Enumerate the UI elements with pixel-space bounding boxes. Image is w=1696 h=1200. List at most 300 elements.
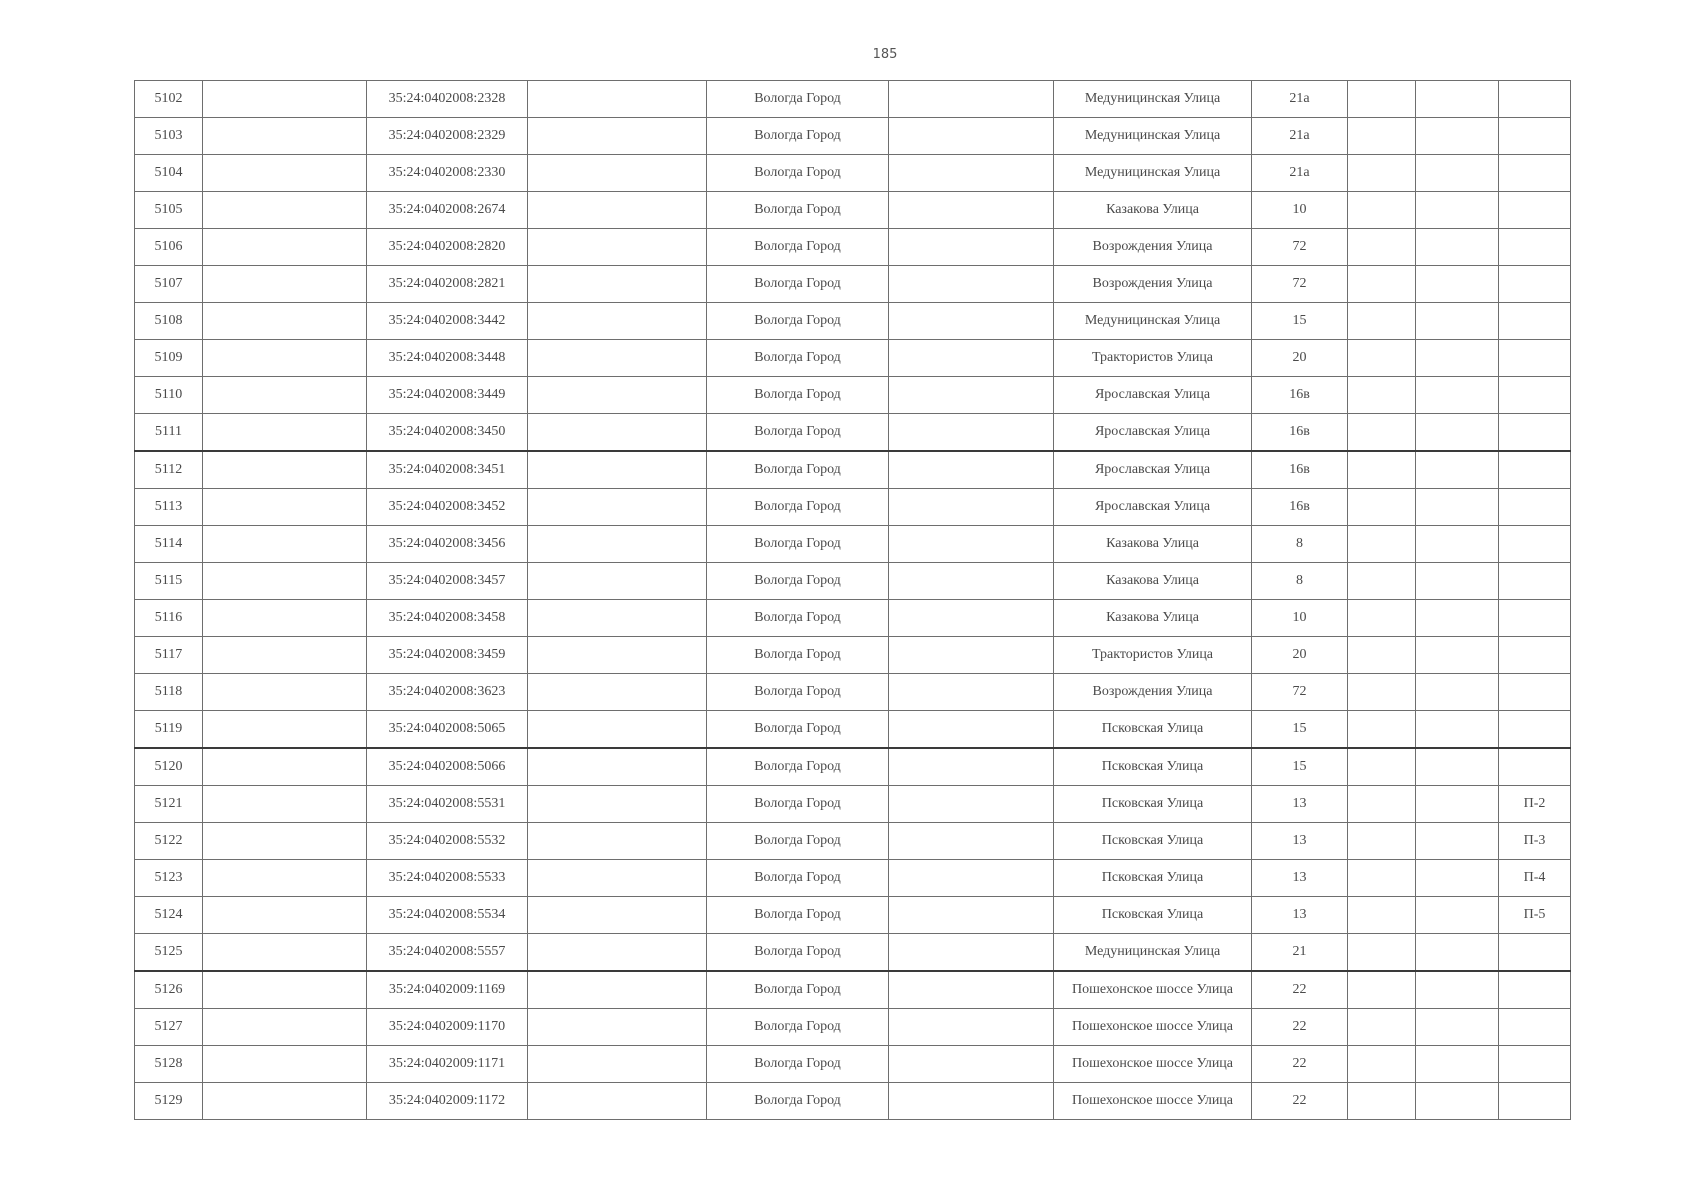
room-number-cell <box>1499 489 1571 526</box>
city-cell: Вологда Город <box>707 971 889 1009</box>
empty-cell <box>528 1083 707 1120</box>
empty-cell <box>889 786 1054 823</box>
house-number-cell: 22 <box>1252 1083 1348 1120</box>
empty-cell <box>889 489 1054 526</box>
empty-cell <box>1348 526 1416 563</box>
empty-cell <box>528 971 707 1009</box>
empty-cell <box>889 1083 1054 1120</box>
empty-cell <box>1348 451 1416 489</box>
table-row <box>135 674 1571 711</box>
cadastral-number-cell: 35:24:0402008:5532 <box>367 823 528 860</box>
empty-cell <box>1416 711 1499 749</box>
table-row <box>135 266 1571 303</box>
house-number-cell: 16в <box>1252 414 1348 452</box>
city-cell: Вологда Город <box>707 823 889 860</box>
city-cell: Вологда Город <box>707 860 889 897</box>
room-number-cell <box>1499 934 1571 972</box>
city-cell: Вологда Город <box>707 1046 889 1083</box>
empty-cell <box>889 711 1054 749</box>
house-number-cell: 20 <box>1252 340 1348 377</box>
table-row <box>135 563 1571 600</box>
empty-cell <box>889 600 1054 637</box>
house-number-cell: 15 <box>1252 711 1348 749</box>
empty-cell <box>889 823 1054 860</box>
city-cell: Вологда Город <box>707 192 889 229</box>
cadastral-number-cell: 35:24:0402008:5066 <box>367 748 528 786</box>
empty-cell <box>528 414 707 452</box>
street-cell: Возрождения Улица <box>1054 229 1252 266</box>
empty-cell <box>1348 155 1416 192</box>
room-number-cell <box>1499 229 1571 266</box>
empty-cell <box>1416 81 1499 118</box>
room-number-cell <box>1499 81 1571 118</box>
cadastral-number-cell: 35:24:0402009:1170 <box>367 1009 528 1046</box>
empty-cell <box>203 155 367 192</box>
empty-cell <box>203 229 367 266</box>
empty-cell <box>203 340 367 377</box>
empty-cell <box>203 823 367 860</box>
table-row <box>135 1009 1571 1046</box>
empty-cell <box>1348 340 1416 377</box>
empty-cell <box>203 377 367 414</box>
cadastral-number-cell: 35:24:0402008:5557 <box>367 934 528 972</box>
cadastral-number-cell: 35:24:0402008:3452 <box>367 489 528 526</box>
street-cell: Возрождения Улица <box>1054 674 1252 711</box>
empty-cell <box>1416 192 1499 229</box>
row-number-cell: 5107 <box>135 266 203 303</box>
city-cell: Вологда Город <box>707 897 889 934</box>
empty-cell <box>889 414 1054 452</box>
empty-cell <box>1348 748 1416 786</box>
house-number-cell: 21а <box>1252 118 1348 155</box>
empty-cell <box>528 489 707 526</box>
empty-cell <box>1416 600 1499 637</box>
house-number-cell: 8 <box>1252 563 1348 600</box>
empty-cell <box>889 637 1054 674</box>
table-row <box>135 748 1571 786</box>
table-row <box>135 118 1571 155</box>
cadastral-number-cell: 35:24:0402008:2674 <box>367 192 528 229</box>
empty-cell <box>1348 266 1416 303</box>
house-number-cell: 22 <box>1252 1046 1348 1083</box>
cadastral-number-cell: 35:24:0402008:5534 <box>367 897 528 934</box>
empty-cell <box>1416 340 1499 377</box>
cadastral-number-cell: 35:24:0402008:2330 <box>367 155 528 192</box>
cadastral-number-cell: 35:24:0402008:2329 <box>367 118 528 155</box>
row-number-cell: 5112 <box>135 451 203 489</box>
table-row <box>135 489 1571 526</box>
cadastral-number-cell: 35:24:0402008:2820 <box>367 229 528 266</box>
room-number-cell <box>1499 451 1571 489</box>
empty-cell <box>889 860 1054 897</box>
empty-cell <box>1416 1083 1499 1120</box>
row-number-cell: 5116 <box>135 600 203 637</box>
empty-cell <box>889 340 1054 377</box>
table-row <box>135 786 1571 823</box>
empty-cell <box>889 934 1054 972</box>
street-cell: Казакова Улица <box>1054 563 1252 600</box>
street-cell: Медуницинская Улица <box>1054 118 1252 155</box>
street-cell: Медуницинская Улица <box>1054 155 1252 192</box>
street-cell: Трактористов Улица <box>1054 637 1252 674</box>
city-cell: Вологда Город <box>707 711 889 749</box>
empty-cell <box>528 897 707 934</box>
empty-cell <box>528 377 707 414</box>
city-cell: Вологда Город <box>707 229 889 266</box>
empty-cell <box>1416 934 1499 972</box>
empty-cell <box>1348 1009 1416 1046</box>
house-number-cell: 13 <box>1252 860 1348 897</box>
street-cell: Медуницинская Улица <box>1054 934 1252 972</box>
table-row <box>135 934 1571 972</box>
empty-cell <box>1416 303 1499 340</box>
empty-cell <box>1348 81 1416 118</box>
empty-cell <box>528 934 707 972</box>
empty-cell <box>1416 563 1499 600</box>
empty-cell <box>203 600 367 637</box>
registry-body <box>135 81 1571 1120</box>
table-row <box>135 192 1571 229</box>
empty-cell <box>528 451 707 489</box>
empty-cell <box>528 711 707 749</box>
street-cell: Ярославская Улица <box>1054 489 1252 526</box>
empty-cell <box>1348 786 1416 823</box>
empty-cell <box>528 526 707 563</box>
empty-cell <box>1348 971 1416 1009</box>
empty-cell <box>1348 229 1416 266</box>
row-number-cell: 5114 <box>135 526 203 563</box>
room-number-cell <box>1499 563 1571 600</box>
room-number-cell <box>1499 748 1571 786</box>
house-number-cell: 72 <box>1252 266 1348 303</box>
empty-cell <box>1416 155 1499 192</box>
cadastral-number-cell: 35:24:0402008:3449 <box>367 377 528 414</box>
table-row <box>135 711 1571 749</box>
empty-cell <box>1416 451 1499 489</box>
cadastral-number-cell: 35:24:0402008:3442 <box>367 303 528 340</box>
street-cell: Пошехонское шоссе Улица <box>1054 1083 1252 1120</box>
cadastral-number-cell: 35:24:0402009:1169 <box>367 971 528 1009</box>
cadastral-number-cell: 35:24:0402008:2821 <box>367 266 528 303</box>
cadastral-number-cell: 35:24:0402008:3459 <box>367 637 528 674</box>
house-number-cell: 15 <box>1252 748 1348 786</box>
empty-cell <box>1348 600 1416 637</box>
empty-cell <box>889 971 1054 1009</box>
house-number-cell: 13 <box>1252 823 1348 860</box>
empty-cell <box>889 1046 1054 1083</box>
empty-cell <box>203 266 367 303</box>
city-cell: Вологда Город <box>707 1083 889 1120</box>
row-number-cell: 5105 <box>135 192 203 229</box>
room-number-cell <box>1499 1046 1571 1083</box>
house-number-cell: 16в <box>1252 489 1348 526</box>
empty-cell <box>1416 377 1499 414</box>
room-number-cell <box>1499 674 1571 711</box>
empty-cell <box>203 1083 367 1120</box>
cadastral-number-cell: 35:24:0402008:3623 <box>367 674 528 711</box>
empty-cell <box>1348 637 1416 674</box>
row-number-cell: 5126 <box>135 971 203 1009</box>
empty-cell <box>528 748 707 786</box>
empty-cell <box>889 155 1054 192</box>
table-row <box>135 897 1571 934</box>
empty-cell <box>1348 192 1416 229</box>
empty-cell <box>203 748 367 786</box>
empty-cell <box>1416 1046 1499 1083</box>
empty-cell <box>1348 1046 1416 1083</box>
house-number-cell: 15 <box>1252 303 1348 340</box>
empty-cell <box>203 81 367 118</box>
empty-cell <box>528 266 707 303</box>
room-number-cell <box>1499 155 1571 192</box>
row-number-cell: 5113 <box>135 489 203 526</box>
city-cell: Вологда Город <box>707 377 889 414</box>
empty-cell <box>889 897 1054 934</box>
row-number-cell: 5128 <box>135 1046 203 1083</box>
street-cell: Казакова Улица <box>1054 600 1252 637</box>
empty-cell <box>1416 823 1499 860</box>
row-number-cell: 5122 <box>135 823 203 860</box>
room-number-cell <box>1499 1009 1571 1046</box>
house-number-cell: 16в <box>1252 377 1348 414</box>
table-row <box>135 860 1571 897</box>
empty-cell <box>889 674 1054 711</box>
empty-cell <box>203 192 367 229</box>
empty-cell <box>1416 860 1499 897</box>
city-cell: Вологда Город <box>707 786 889 823</box>
cadastral-number-cell: 35:24:0402008:3458 <box>367 600 528 637</box>
row-number-cell: 5127 <box>135 1009 203 1046</box>
row-number-cell: 5120 <box>135 748 203 786</box>
empty-cell <box>528 81 707 118</box>
empty-cell <box>889 563 1054 600</box>
row-number-cell: 5110 <box>135 377 203 414</box>
table-row <box>135 303 1571 340</box>
city-cell: Вологда Город <box>707 414 889 452</box>
table-row <box>135 414 1571 452</box>
empty-cell <box>889 451 1054 489</box>
empty-cell <box>528 192 707 229</box>
empty-cell <box>1348 674 1416 711</box>
room-number-cell <box>1499 971 1571 1009</box>
empty-cell <box>528 637 707 674</box>
empty-cell <box>889 118 1054 155</box>
street-cell: Ярославская Улица <box>1054 451 1252 489</box>
empty-cell <box>1348 860 1416 897</box>
empty-cell <box>1348 489 1416 526</box>
empty-cell <box>528 1046 707 1083</box>
city-cell: Вологда Город <box>707 934 889 972</box>
empty-cell <box>203 637 367 674</box>
street-cell: Казакова Улица <box>1054 526 1252 563</box>
table-row <box>135 340 1571 377</box>
house-number-cell: 13 <box>1252 897 1348 934</box>
row-number-cell: 5121 <box>135 786 203 823</box>
street-cell: Псковская Улица <box>1054 786 1252 823</box>
city-cell: Вологда Город <box>707 674 889 711</box>
empty-cell <box>889 526 1054 563</box>
street-cell: Медуницинская Улица <box>1054 303 1252 340</box>
empty-cell <box>1348 934 1416 972</box>
empty-cell <box>1416 748 1499 786</box>
empty-cell <box>1348 1083 1416 1120</box>
room-number-cell: П-2 <box>1499 786 1571 823</box>
empty-cell <box>1348 823 1416 860</box>
table-row <box>135 377 1571 414</box>
house-number-cell: 10 <box>1252 600 1348 637</box>
empty-cell <box>203 897 367 934</box>
empty-cell <box>889 1009 1054 1046</box>
street-cell: Псковская Улица <box>1054 748 1252 786</box>
empty-cell <box>889 303 1054 340</box>
row-number-cell: 5108 <box>135 303 203 340</box>
empty-cell <box>528 674 707 711</box>
city-cell: Вологда Город <box>707 563 889 600</box>
empty-cell <box>889 377 1054 414</box>
page-number: 185 <box>872 47 898 62</box>
street-cell: Псковская Улица <box>1054 711 1252 749</box>
row-number-cell: 5115 <box>135 563 203 600</box>
empty-cell <box>1348 414 1416 452</box>
street-cell: Пошехонское шоссе Улица <box>1054 1009 1252 1046</box>
empty-cell <box>203 786 367 823</box>
empty-cell <box>528 1009 707 1046</box>
empty-cell <box>528 340 707 377</box>
room-number-cell: П-3 <box>1499 823 1571 860</box>
empty-cell <box>1416 526 1499 563</box>
house-number-cell: 16в <box>1252 451 1348 489</box>
empty-cell <box>1416 489 1499 526</box>
cadastral-number-cell: 35:24:0402008:5533 <box>367 860 528 897</box>
empty-cell <box>203 860 367 897</box>
table-row <box>135 81 1571 118</box>
house-number-cell: 72 <box>1252 229 1348 266</box>
room-number-cell: П-5 <box>1499 897 1571 934</box>
empty-cell <box>203 414 367 452</box>
empty-cell <box>203 1046 367 1083</box>
table-row <box>135 637 1571 674</box>
room-number-cell <box>1499 526 1571 563</box>
street-cell: Псковская Улица <box>1054 897 1252 934</box>
cadastral-number-cell: 35:24:0402008:3457 <box>367 563 528 600</box>
room-number-cell <box>1499 637 1571 674</box>
street-cell: Пошехонское шоссе Улица <box>1054 1046 1252 1083</box>
row-number-cell: 5111 <box>135 414 203 452</box>
row-number-cell: 5103 <box>135 118 203 155</box>
table-row <box>135 600 1571 637</box>
table-row <box>135 1046 1571 1083</box>
city-cell: Вологда Город <box>707 303 889 340</box>
empty-cell <box>1416 637 1499 674</box>
empty-cell <box>1348 711 1416 749</box>
house-number-cell: 21а <box>1252 81 1348 118</box>
city-cell: Вологда Город <box>707 489 889 526</box>
table-row <box>135 526 1571 563</box>
room-number-cell <box>1499 1083 1571 1120</box>
row-number-cell: 5102 <box>135 81 203 118</box>
empty-cell <box>1416 971 1499 1009</box>
city-cell: Вологда Город <box>707 81 889 118</box>
row-number-cell: 5117 <box>135 637 203 674</box>
house-number-cell: 10 <box>1252 192 1348 229</box>
empty-cell <box>1416 118 1499 155</box>
city-cell: Вологда Город <box>707 1009 889 1046</box>
house-number-cell: 72 <box>1252 674 1348 711</box>
street-cell: Трактористов Улица <box>1054 340 1252 377</box>
empty-cell <box>889 748 1054 786</box>
empty-cell <box>528 600 707 637</box>
city-cell: Вологда Город <box>707 637 889 674</box>
table-row <box>135 971 1571 1009</box>
room-number-cell <box>1499 414 1571 452</box>
table-row <box>135 823 1571 860</box>
empty-cell <box>1348 897 1416 934</box>
house-number-cell: 13 <box>1252 786 1348 823</box>
empty-cell <box>1416 229 1499 266</box>
city-cell: Вологда Город <box>707 748 889 786</box>
cadastral-number-cell: 35:24:0402008:3450 <box>367 414 528 452</box>
house-number-cell: 22 <box>1252 1009 1348 1046</box>
empty-cell <box>203 971 367 1009</box>
empty-cell <box>528 563 707 600</box>
room-number-cell <box>1499 266 1571 303</box>
city-cell: Вологда Город <box>707 451 889 489</box>
street-cell: Возрождения Улица <box>1054 266 1252 303</box>
house-number-cell: 8 <box>1252 526 1348 563</box>
registry-table <box>134 80 1571 1120</box>
empty-cell <box>203 118 367 155</box>
empty-cell <box>203 563 367 600</box>
street-cell: Ярославская Улица <box>1054 377 1252 414</box>
empty-cell <box>1416 786 1499 823</box>
row-number-cell: 5119 <box>135 711 203 749</box>
empty-cell <box>203 1009 367 1046</box>
cadastral-number-cell: 35:24:0402008:3448 <box>367 340 528 377</box>
empty-cell <box>528 229 707 266</box>
row-number-cell: 5118 <box>135 674 203 711</box>
house-number-cell: 22 <box>1252 971 1348 1009</box>
cadastral-number-cell: 35:24:0402008:5531 <box>367 786 528 823</box>
cadastral-number-cell: 35:24:0402008:3456 <box>367 526 528 563</box>
empty-cell <box>1416 674 1499 711</box>
empty-cell <box>203 451 367 489</box>
empty-cell <box>1348 563 1416 600</box>
empty-cell <box>889 266 1054 303</box>
empty-cell <box>889 192 1054 229</box>
house-number-cell: 21а <box>1252 155 1348 192</box>
empty-cell <box>1416 1009 1499 1046</box>
room-number-cell <box>1499 118 1571 155</box>
cadastral-number-cell: 35:24:0402009:1171 <box>367 1046 528 1083</box>
empty-cell <box>203 674 367 711</box>
city-cell: Вологда Город <box>707 155 889 192</box>
empty-cell <box>1416 414 1499 452</box>
empty-cell <box>203 526 367 563</box>
table-row <box>135 1083 1571 1120</box>
city-cell: Вологда Город <box>707 340 889 377</box>
city-cell: Вологда Город <box>707 600 889 637</box>
empty-cell <box>203 934 367 972</box>
room-number-cell: П-4 <box>1499 860 1571 897</box>
room-number-cell <box>1499 711 1571 749</box>
empty-cell <box>889 81 1054 118</box>
room-number-cell <box>1499 340 1571 377</box>
room-number-cell <box>1499 377 1571 414</box>
table-row <box>135 155 1571 192</box>
row-number-cell: 5123 <box>135 860 203 897</box>
table-row <box>135 451 1571 489</box>
empty-cell <box>1416 266 1499 303</box>
